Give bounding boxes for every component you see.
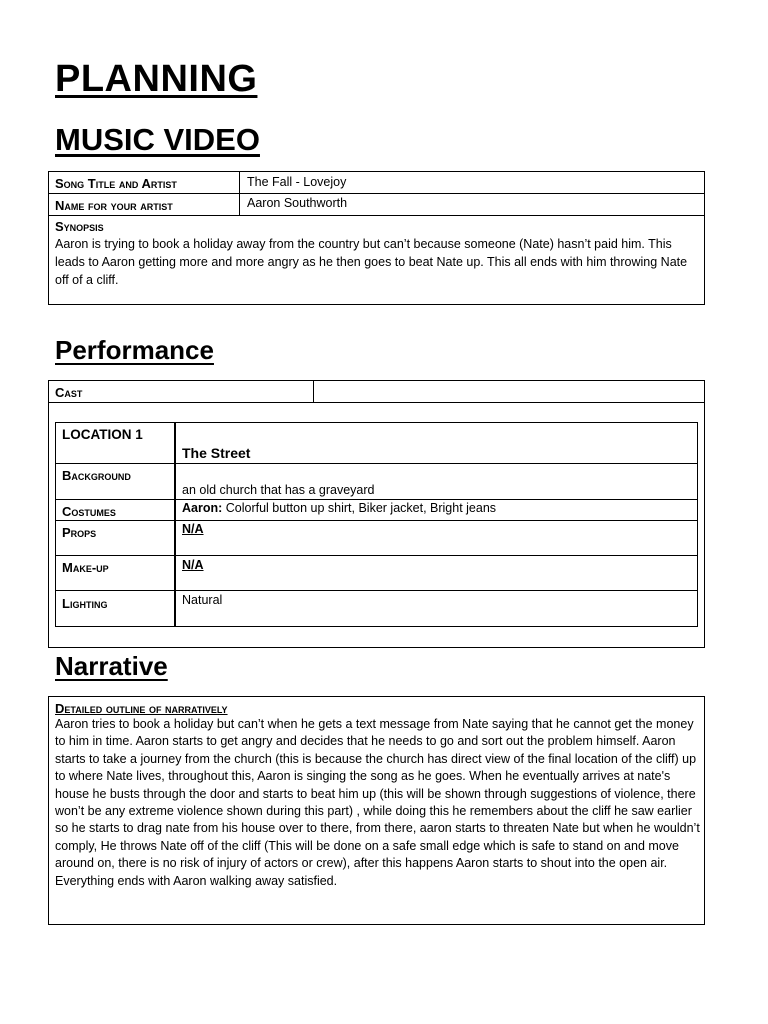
costumes-label: Costumes [62, 504, 116, 519]
location-label: LOCATION 1 [62, 427, 143, 442]
performance-heading: Performance [55, 335, 214, 365]
makeup-label: Make-up [62, 560, 109, 575]
song-value: The Fall - Lovejoy [247, 175, 347, 189]
cast-label: Cast [55, 385, 83, 400]
props-label: Props [62, 525, 97, 540]
artist-value: Aaron Southworth [247, 196, 348, 210]
outline-text: Aaron tries to book a holiday but can’t when he gets a text message from Nate saying that he cannot get the money to him in time. Aaron starts to get angry and decides that he needs to go and sort out the problem himself. Aaron starts to take a journey from the church (this is because the church has direct view of the final location of the cliff) up to where Nate lives, throughout this, Aaron is singing the song as he goes. When he eventually arrives at nate's house he busts through the door and starts to beat him up (this will be shown through suggestions of violence, there won’t be any extreme violence shown during this part) , while doing this he remembers about the cliff he saw earlier so he starts to drag nate from his house over to there, from there, aaron starts to threaten Nate but when he wouldn’t comply, He throws Nate off of the cliff (This will be done on a safe small edge which is safe to stand on and move around on, there is no risk of injury of actors or crew), after this happens Aaron starts to shout into the open air. Everything ends with Aaron walking away satisfied. [55, 717, 700, 888]
synopsis-label: Synopsis [55, 219, 104, 234]
location-table [55, 422, 698, 627]
narrative-heading: Narrative [55, 651, 168, 681]
artist-label: Name for your artist [55, 198, 173, 213]
location-value: The Street [182, 445, 251, 461]
outline-label: Detailed outline of narratively [55, 701, 228, 716]
song-label: Song Title and Artist [55, 176, 177, 191]
narrative-table [48, 696, 705, 925]
costumes-value-row [182, 500, 496, 517]
synopsis-text: Aaron is trying to book a holiday away from the country but can’t because someone (Nate) hasn’t paid him. This leads to Aaron getting more and more angry as he then goes to beat Nate up. This all ends with him throwing Nate off of a cliff. [55, 237, 688, 287]
props-value: N/A [182, 522, 204, 536]
page-subtitle: MUSIC VIDEO [55, 122, 260, 157]
costumes-value: Colorful button up shirt, Biker jacket, Bright jeans [222, 501, 497, 515]
info-table [48, 171, 705, 305]
background-value: an old church that has a graveyard [182, 483, 375, 497]
background-label: Background [62, 468, 131, 483]
page-title: PLANNING [55, 58, 258, 100]
lighting-label: Lighting [62, 596, 108, 611]
lighting-value: Natural [182, 593, 223, 607]
makeup-value: N/A [182, 558, 204, 572]
costumes-character: Aaron: [182, 501, 223, 515]
